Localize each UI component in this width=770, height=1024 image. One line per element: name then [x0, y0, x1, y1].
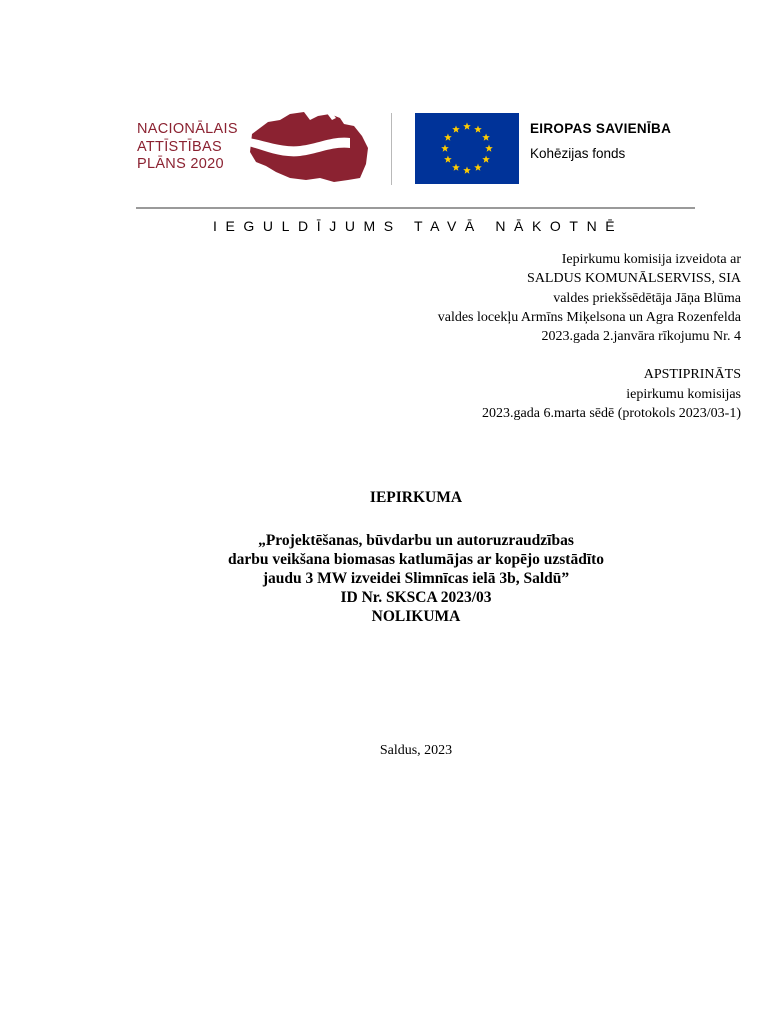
eu-title: EIROPAS SAVIENĪBA	[530, 121, 672, 136]
slogan: IEGULDĪJUMS TAVĀ NĀKOTNĒ	[213, 218, 624, 234]
logo-divider	[391, 113, 392, 185]
commission-note	[438, 250, 741, 423]
commission-line: Iepirkumu komisija izveidota ar	[561, 252, 741, 267]
header-divider	[136, 207, 695, 209]
title-line: ID Nr. SKSCA 2023/03	[340, 589, 492, 606]
title-line: NOLIKUMA	[371, 608, 461, 625]
eu-star-icon	[482, 134, 490, 141]
eu-star-icon	[485, 145, 493, 152]
eu-subtitle: Kohēzijas fonds	[530, 146, 626, 161]
nap-logo-text	[137, 121, 238, 174]
title-line: jaudu 3 MW izveidei Slimnīcas ielā 3b, Saldū”	[262, 570, 570, 587]
eu-star-icon	[474, 164, 482, 171]
commission-line: SALDUS KOMUNĀLSERVISS, SIA	[527, 271, 741, 287]
eu-star-icon	[463, 167, 471, 174]
commission-line: 2023.gada 2.janvāra rīkojumu Nr. 4	[541, 329, 741, 345]
eu-star-icon	[482, 156, 490, 163]
commission-line: valdes priekšsēdētāja Jāņa Blūma	[553, 290, 741, 306]
approval-line: APSTIPRINĀTS	[643, 367, 741, 383]
nap-logo-line: ATTĪSTĪBAS	[137, 138, 222, 155]
nap-logo-line: PLĀNS 2020	[137, 156, 224, 172]
eu-star-icon	[463, 123, 471, 130]
commission-line: valdes locekļu Armīns Miķelsona un Agra Rozenfelda	[437, 309, 741, 325]
eu-star-icon	[441, 145, 449, 152]
nap-logo-line: NACIONĀLAIS	[137, 121, 238, 137]
eu-star-icon	[444, 156, 452, 163]
place-year: Saldus, 2023	[379, 743, 453, 758]
eu-star-icon	[452, 164, 460, 171]
approval-line: 2023.gada 6.marta sēdē (protokols 2023/03-1)	[482, 406, 741, 422]
eu-star-icon	[444, 134, 452, 141]
eu-flag-icon	[415, 113, 519, 184]
latvia-map-logo-icon	[246, 108, 370, 188]
document-title	[0, 531, 770, 626]
document-heading: IEPIRKUMA	[369, 489, 463, 506]
approval-line: iepirkumu komisijas	[626, 386, 741, 402]
eu-star-icon	[452, 125, 460, 132]
title-line: darbu veikšana biomasas katlumājas ar kopējo uzstādīto	[227, 551, 605, 568]
title-line: „Projektēšanas, būvdarbu un autoruzraudzības	[258, 532, 574, 549]
eu-star-icon	[474, 125, 482, 132]
